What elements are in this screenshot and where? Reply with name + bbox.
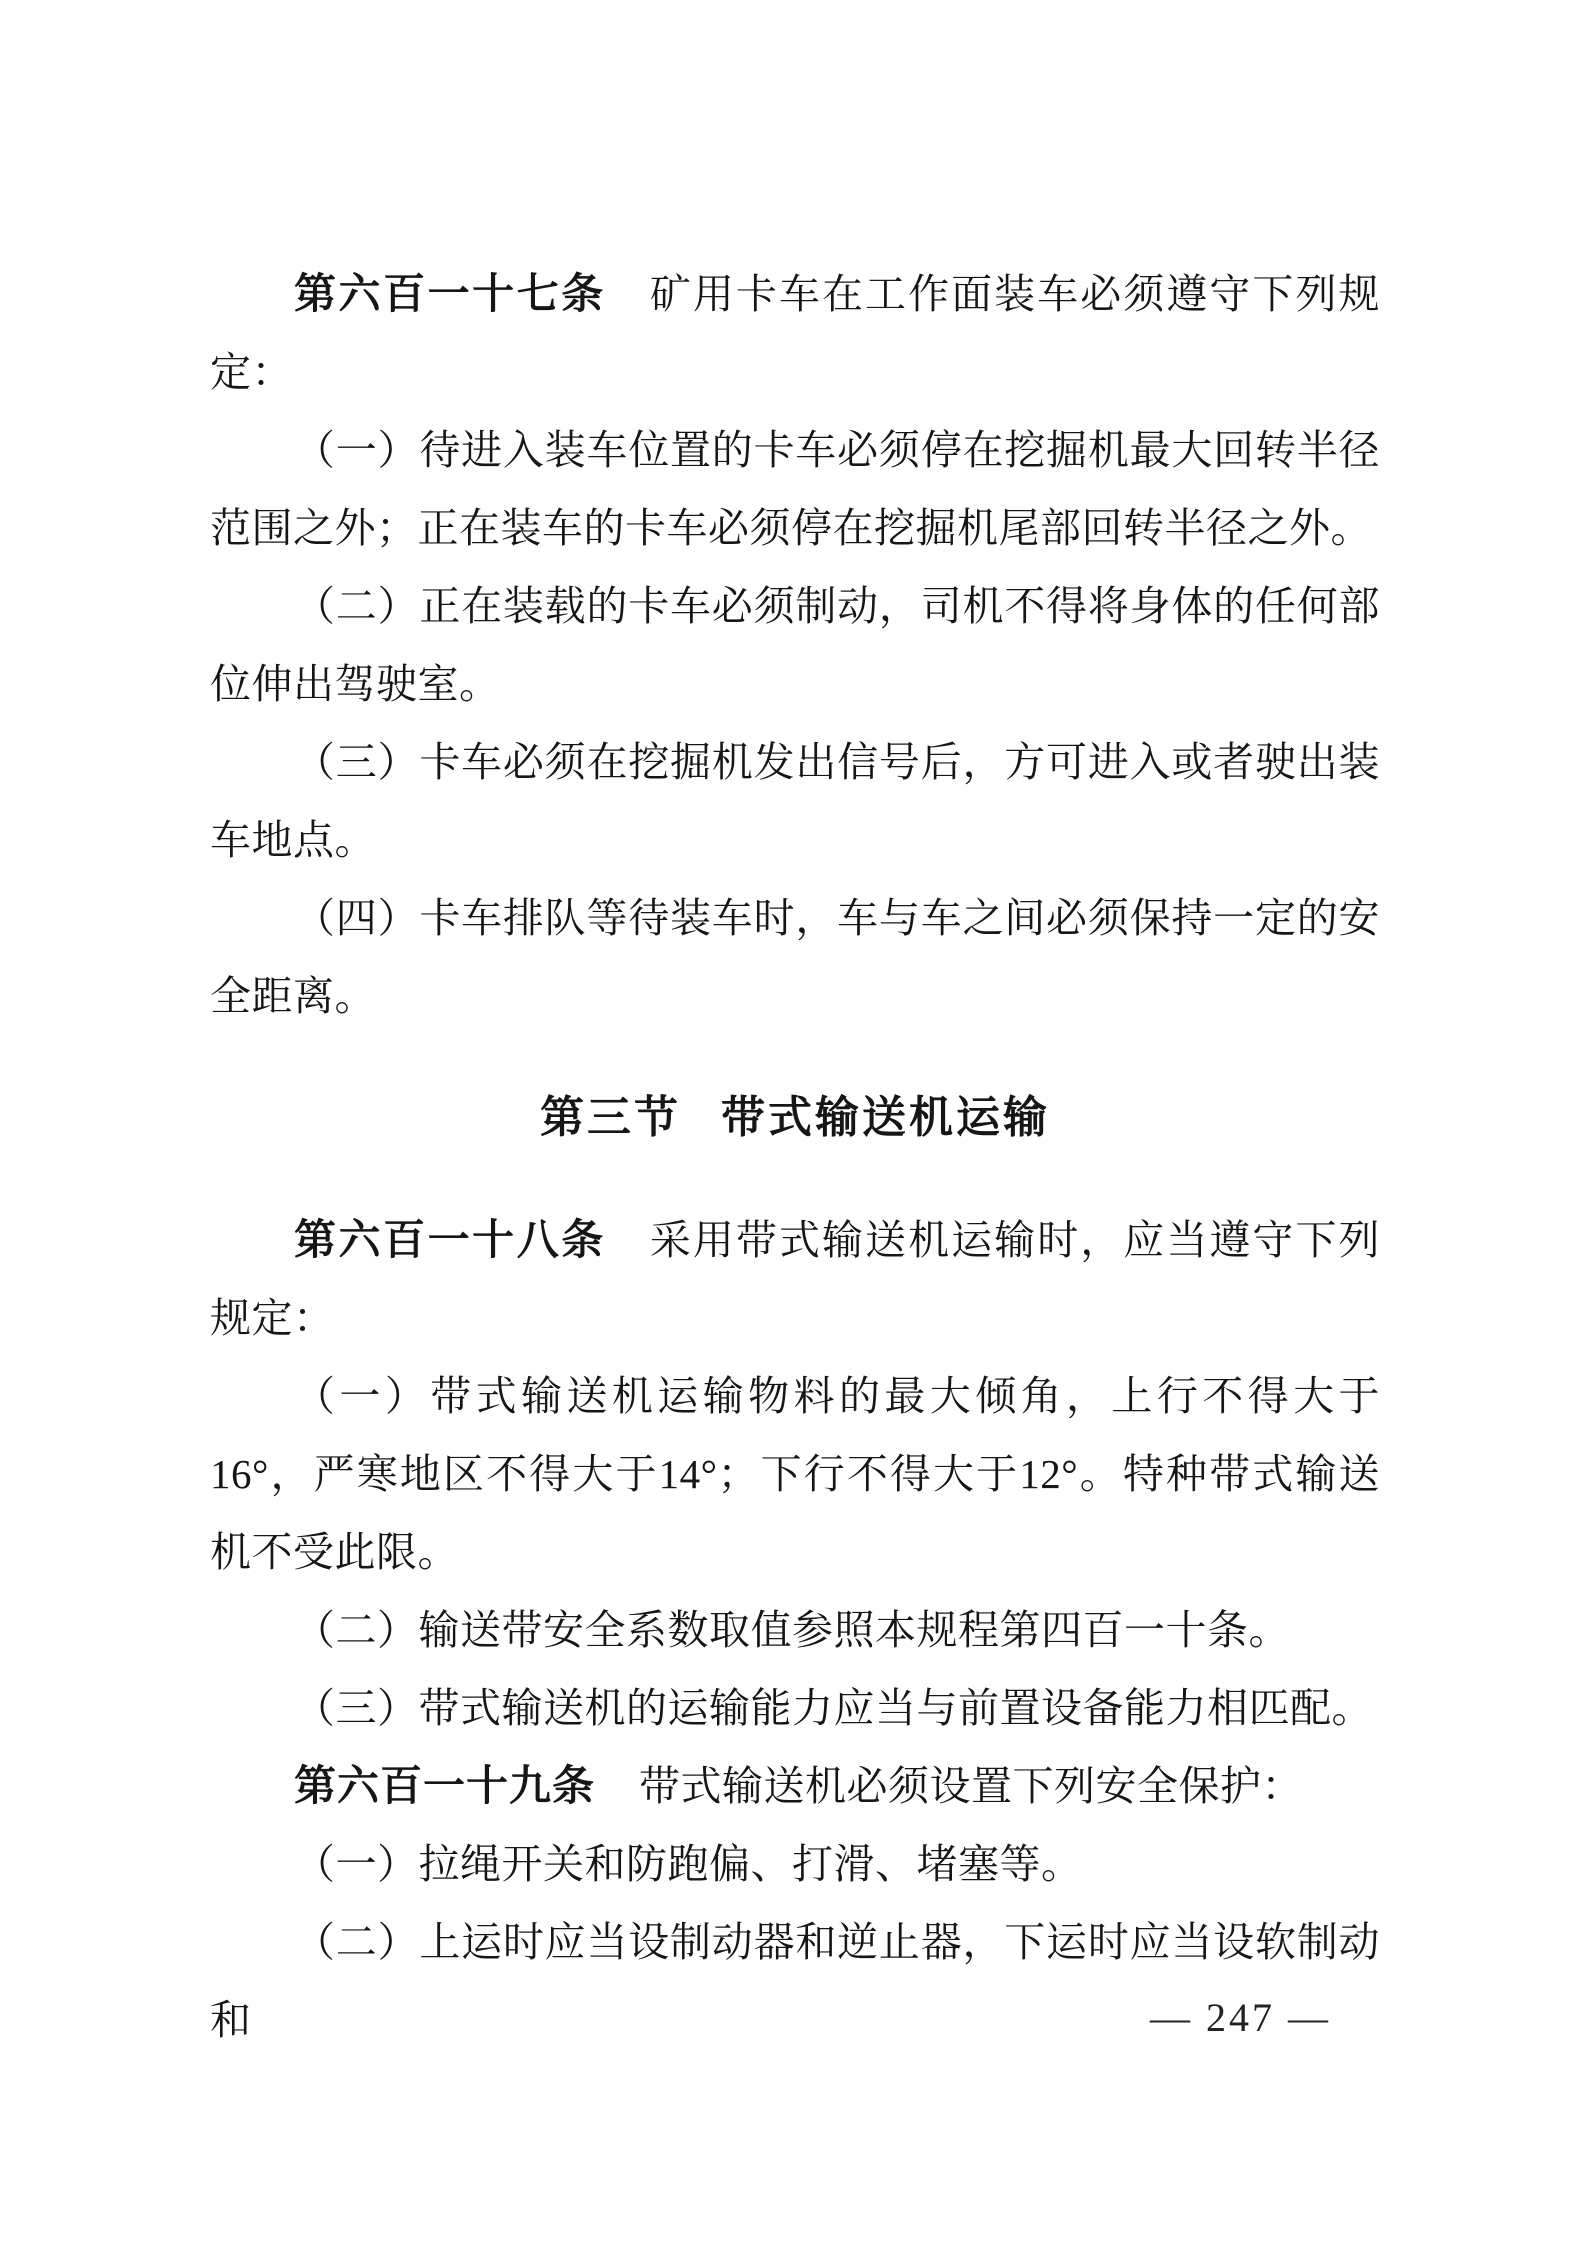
article-619-number: 第六百一十九条: [294, 1762, 596, 1809]
article-618-number: 第六百一十八条: [294, 1216, 606, 1263]
section-3-number: 第三节: [540, 1093, 681, 1142]
article-618-item-1: （一）带式输送机运输物料的最大倾角，上行不得大于16°，严寒地区不得大于14°；下行不得大于12°。特种带式输送机不受此限。: [210, 1373, 1380, 1575]
page-number: — 247 —: [1150, 1995, 1331, 2040]
article-618-lead: 采用带式输送机运输时，应当遵守下列规定：: [210, 1217, 1380, 1341]
article-618-item-3: （三）带式输送机的运输能力应当与前置设备能力相匹配。: [294, 1685, 1373, 1731]
document-page-body: [210, 255, 1380, 2059]
article-619-opening: [210, 1747, 1380, 1825]
article-617-number: 第六百一十七条: [294, 270, 606, 317]
article-619-item-1: （一）拉绳开关和防跑偏、打滑、堵塞等。: [294, 1841, 1083, 1887]
article-618-opening: [210, 1201, 1380, 1357]
article-617-item-1: （一）待进入装车位置的卡车必须停在挖掘机最大回转半径范围之外；正在装车的卡车必须停在挖掘机尾部回转半径之外。: [210, 427, 1380, 551]
section-3-heading: [210, 1079, 1380, 1157]
section-3-title: 带式输送机运输: [721, 1093, 1050, 1142]
article-617-item-2: （二）正在装载的卡车必须制动，司机不得将身体的任何部位伸出驾驶室。: [210, 583, 1380, 707]
article-617-item-3: （三）卡车必须在挖掘机发出信号后，方可进入或者驶出装车地点。: [210, 739, 1380, 863]
article-617-lead: 矿用卡车在工作面装车必须遵守下列规定：: [210, 271, 1380, 395]
article-617-opening: [210, 255, 1380, 411]
article-619-lead: 带式输送机必须设置下列安全保护：: [639, 1763, 1304, 1809]
article-617-item-4: （四）卡车排队等待装车时，车与车之间必须保持一定的安全距离。: [210, 895, 1380, 1019]
article-618-item-2: （二）输送带安全系数取值参照本规程第四百一十条。: [294, 1607, 1290, 1653]
article-619-item-2: （二）上运时应当设制动器和逆止器，下运时应当设软制动和: [210, 1919, 1380, 2043]
